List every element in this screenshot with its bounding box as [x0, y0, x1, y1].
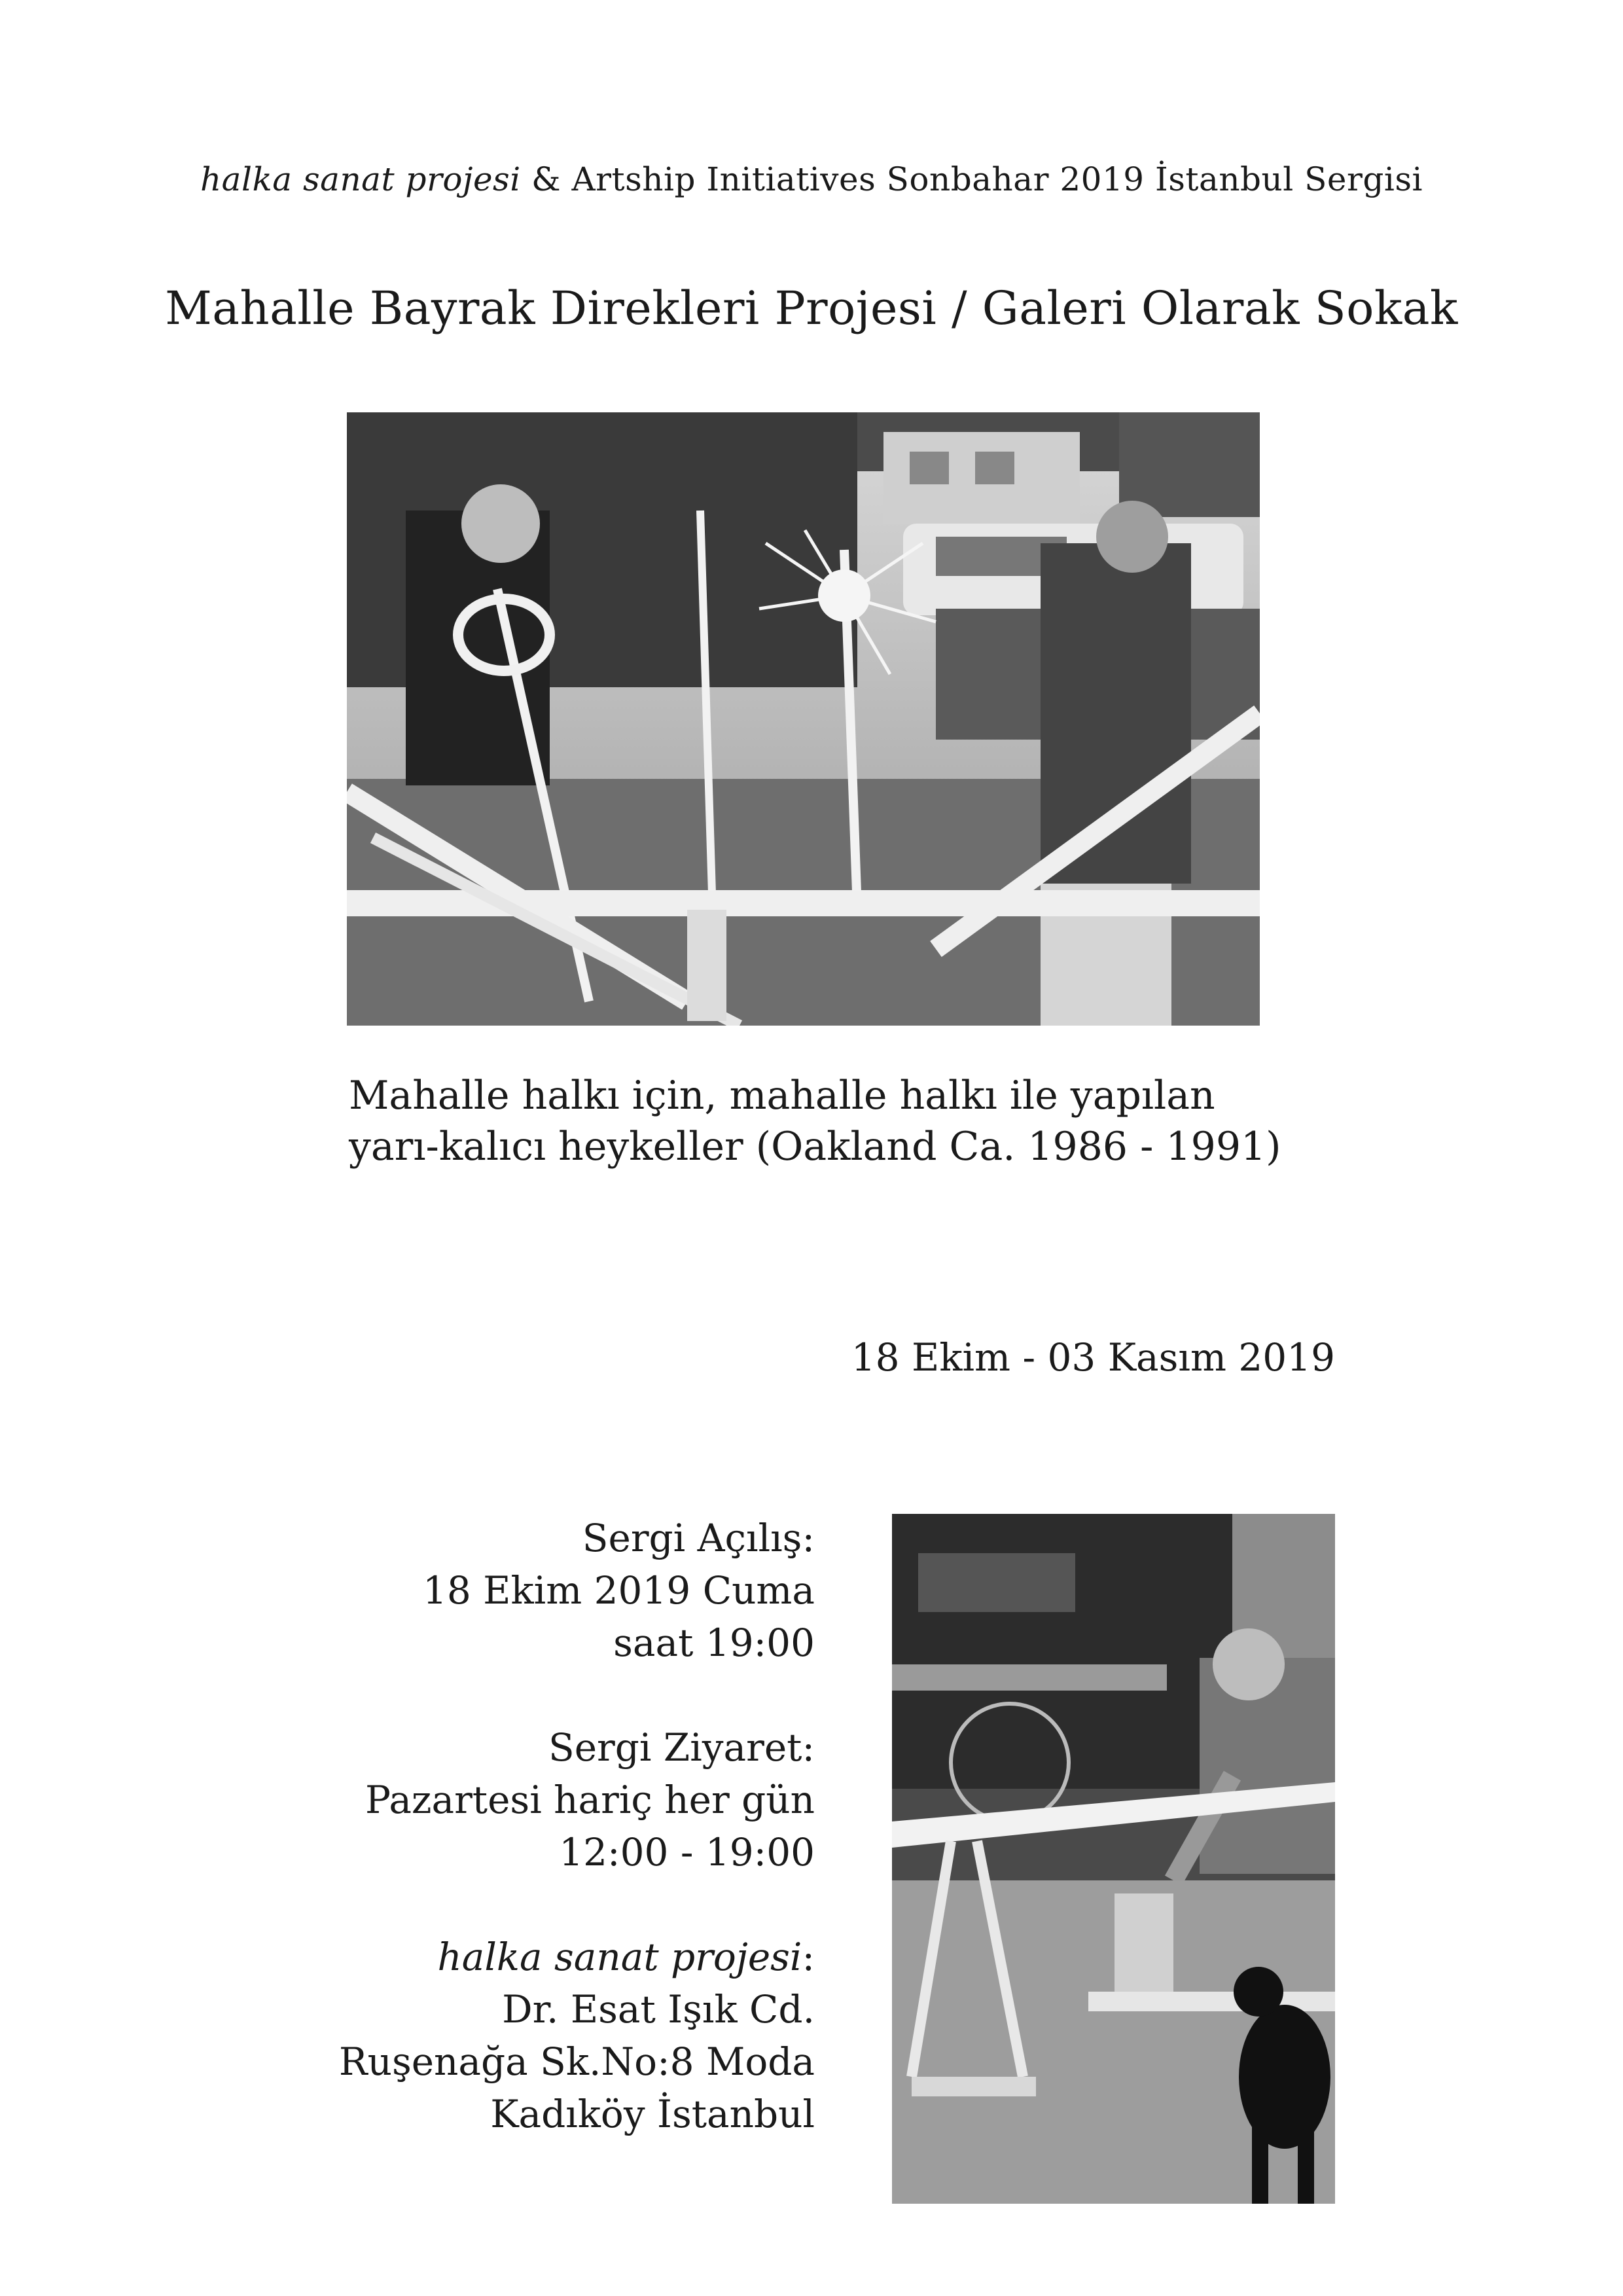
visit-days: Pazartesi hariç her gün: [365, 1778, 815, 1822]
header-rest: & Artship Initiatives Sonbahar 2019 İstanbul Sergisi: [520, 160, 1423, 198]
visit-label: Sergi Ziyaret:: [548, 1725, 815, 1770]
visitor-info: [196, 1512, 815, 2140]
caption-line-2: yarı-kalıcı heykeller (Oakland Ca. 1986 - 1991): [349, 1124, 1281, 1170]
address-line-2: Ruşenağa Sk.No:8 Moda: [338, 2039, 815, 2084]
org-name-italic: halka sanat projesi: [200, 160, 521, 198]
page-title: Mahalle Bayrak Direkleri Projesi / Galeri Olarak Sokak: [165, 281, 1458, 335]
venue-name-italic: halka sanat projesi: [437, 1935, 802, 1979]
top-photo: [347, 412, 1260, 1026]
opening-time: saat 19:00: [613, 1621, 815, 1665]
exhibition-header: [0, 160, 1623, 198]
exhibition-dates: 18 Ekim - 03 Kasım 2019: [851, 1335, 1335, 1380]
visit-hours: 12:00 - 19:00: [559, 1830, 815, 1874]
venue-name: [196, 1931, 815, 1983]
opening-label: Sergi Açılış:: [582, 1516, 815, 1560]
opening-date: 18 Ekim 2019 Cuma: [422, 1568, 815, 1613]
photo-caption: [349, 1070, 1330, 1172]
bottom-photo: [892, 1514, 1335, 2204]
venue-colon: :: [802, 1935, 815, 1979]
address-line-3: Kadıköy İstanbul: [490, 2092, 815, 2136]
caption-line-1: Mahalle halkı için, mahalle halkı ile yapılan: [349, 1073, 1215, 1119]
address-line-1: Dr. Esat Işık Cd.: [502, 1987, 815, 2032]
